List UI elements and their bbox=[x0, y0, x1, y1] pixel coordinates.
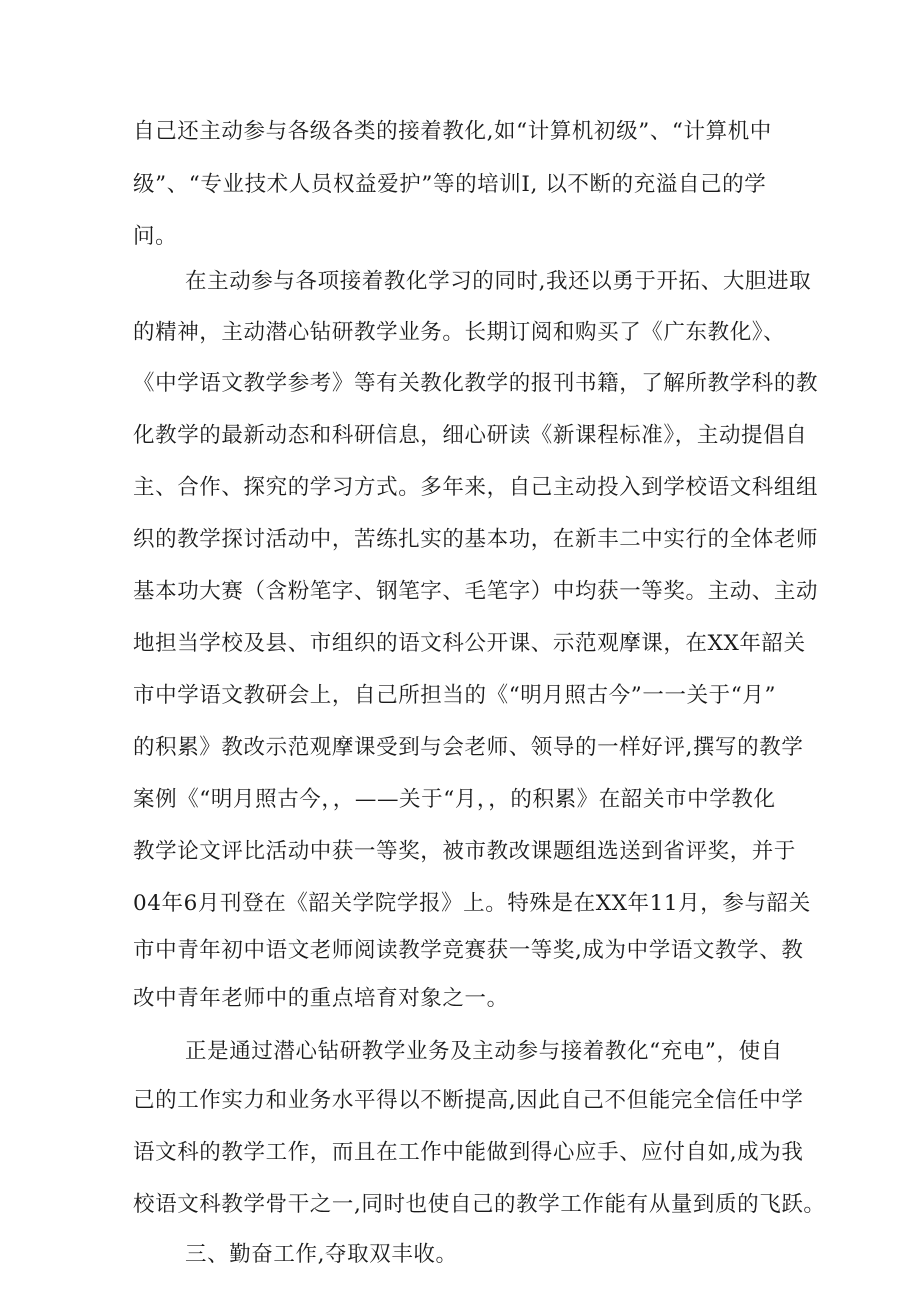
text-line: 语文科的教学工作，而且在工作中能做到得心应手、应付自如,成为我 bbox=[133, 1140, 804, 1165]
text-line: 织的教学探讨活动中，苦练扎实的基本功，在新丰二中实行的全体老师 bbox=[133, 527, 819, 552]
text-line: 《中学语文教学参考》等有关教化教学的报刊书籍，了解所教学科的教 bbox=[133, 371, 819, 396]
text-line: 问。 bbox=[133, 224, 178, 249]
section-heading: 三、勤奋工作,夺取双丰收。 bbox=[185, 1242, 458, 1267]
text-line: 基本功大赛（含粉笔字、钢笔字、毛笔字）中均获一等奖。主动、主动 bbox=[133, 579, 819, 604]
paragraph-first-line: 正是通过潜心钻研教学业务及主动参与接着教化“充电”，使自 bbox=[185, 1039, 783, 1064]
text-line: 校语文科教学骨干之一,同时也使自己的教学工作能有从量到质的飞跃。 bbox=[133, 1192, 826, 1217]
text-line: 己的工作实力和业务水平得以不断提高,因此自己不但能完全信任中学 bbox=[133, 1088, 804, 1113]
text-line: 主、合作、探究的学习方式。多年来，自己主动投入到学校语文科组组 bbox=[133, 475, 819, 500]
text-line: 案例《“明月照古今，，——关于“月，，的积累》在韶关市中学教化 bbox=[133, 787, 776, 812]
text-line: 市中学语文教研会上，自己所担当的《“明月照古今”一一关于“月” bbox=[133, 683, 777, 708]
text-line: 04年6月刊登在《韶关学院学报》上。特殊是在XX年11月，参与韶关 bbox=[133, 891, 811, 916]
paragraph-first-line: 在主动参与各项接着教化学习的同时,我还以勇于开拓、大胆进取 bbox=[185, 269, 812, 294]
text-line: 的积累》教改示范观摩课受到与会老师、领导的一样好评,撰写的教学 bbox=[133, 735, 804, 760]
text-line: 自己还主动参与各级各类的接着教化,如“计算机初级”、“计算机中 bbox=[133, 119, 772, 144]
text-line: 地担当学校及县、市组织的语文科公开课、示范观摩课，在XX年韶关 bbox=[133, 631, 806, 656]
text-line: 教学论文评比活动中获一等奖，被市教改课题组选送到省评奖，并于 bbox=[133, 839, 797, 864]
text-line: 的精神，主动潜心钻研教学业务。长期订阅和购买了《广东教化》、 bbox=[133, 320, 786, 345]
text-line: 级”、“专业技术人员权益爱护”等的培训I, 以不断的充溢自己的学 bbox=[133, 172, 767, 197]
text-line: 改中青年老师中的重点培育对象之一。 bbox=[133, 986, 509, 1011]
text-line: 市中青年初中语文老师阅读教学竞赛获一等奖,成为中学语文教学、教 bbox=[133, 938, 804, 963]
text-line: 化教学的最新动态和科研信息，细心研读《新课程标准》，主动提倡自 bbox=[133, 423, 808, 448]
